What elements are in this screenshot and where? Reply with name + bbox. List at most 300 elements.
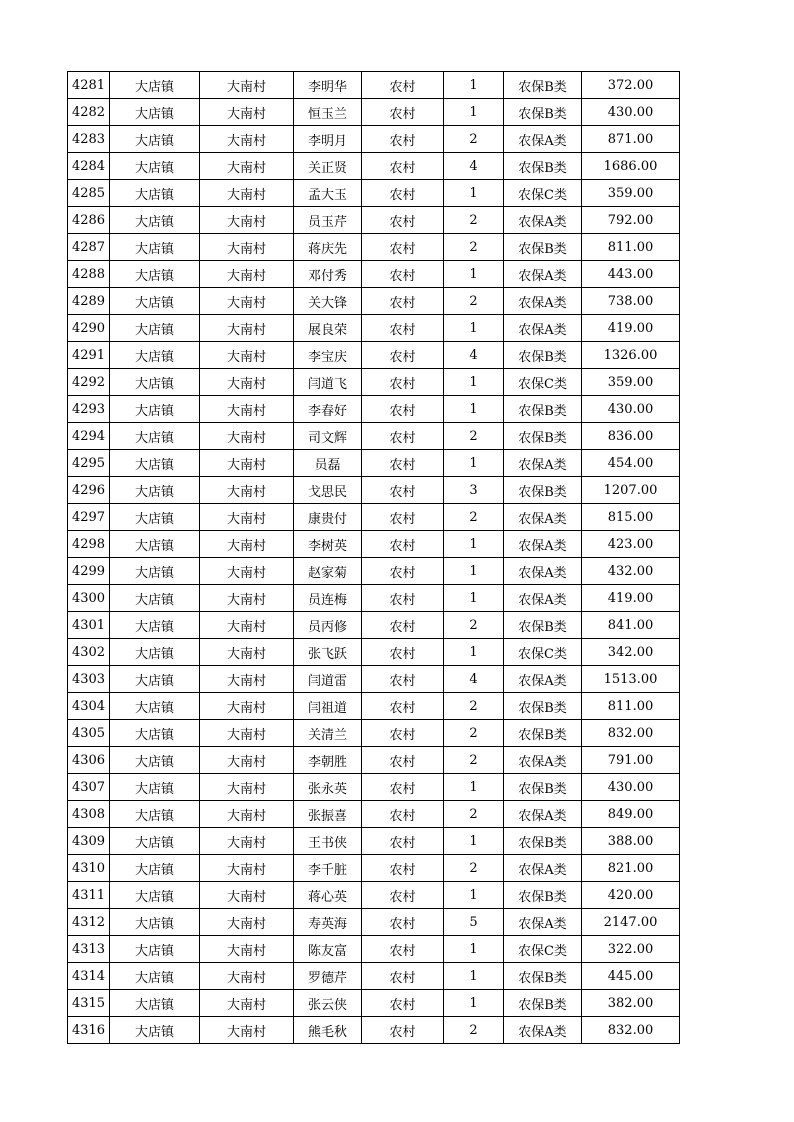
household-size-cell: 1 xyxy=(444,180,504,207)
table-row xyxy=(68,585,680,612)
name-cell: 李树英 xyxy=(294,531,362,558)
village-cell: 大南村 xyxy=(200,558,294,585)
town-cell: 大店镇 xyxy=(110,99,200,126)
amount-cell: 419.00 xyxy=(582,585,680,612)
table-row xyxy=(68,639,680,666)
name-cell: 展良荣 xyxy=(294,315,362,342)
name-cell: 员丙修 xyxy=(294,612,362,639)
table-row xyxy=(68,99,680,126)
area-type-cell: 农村 xyxy=(362,882,444,909)
area-type-cell: 农村 xyxy=(362,612,444,639)
table-row xyxy=(68,477,680,504)
area-type-cell: 农村 xyxy=(362,828,444,855)
amount-cell: 420.00 xyxy=(582,882,680,909)
household-size-cell: 2 xyxy=(444,423,504,450)
household-size-cell: 4 xyxy=(444,666,504,693)
name-cell: 张永英 xyxy=(294,774,362,801)
record-number-cell: 4282 xyxy=(68,99,110,126)
table-row xyxy=(68,153,680,180)
category-cell: 农保A类 xyxy=(504,855,582,882)
household-size-cell: 2 xyxy=(444,207,504,234)
amount-cell: 849.00 xyxy=(582,801,680,828)
town-cell: 大店镇 xyxy=(110,747,200,774)
household-size-cell: 5 xyxy=(444,909,504,936)
category-cell: 农保A类 xyxy=(504,288,582,315)
town-cell: 大店镇 xyxy=(110,855,200,882)
record-number-cell: 4296 xyxy=(68,477,110,504)
name-cell: 闫道飞 xyxy=(294,369,362,396)
amount-cell: 821.00 xyxy=(582,855,680,882)
record-number-cell: 4297 xyxy=(68,504,110,531)
record-number-cell: 4314 xyxy=(68,963,110,990)
household-size-cell: 2 xyxy=(444,504,504,531)
area-type-cell: 农村 xyxy=(362,504,444,531)
village-cell: 大南村 xyxy=(200,531,294,558)
table-row xyxy=(68,180,680,207)
town-cell: 大店镇 xyxy=(110,207,200,234)
record-number-cell: 4306 xyxy=(68,747,110,774)
village-cell: 大南村 xyxy=(200,180,294,207)
table-row xyxy=(68,693,680,720)
record-number-cell: 4281 xyxy=(68,72,110,99)
table-row xyxy=(68,531,680,558)
name-cell: 李朝胜 xyxy=(294,747,362,774)
amount-cell: 430.00 xyxy=(582,99,680,126)
table-row xyxy=(68,666,680,693)
record-number-cell: 4299 xyxy=(68,558,110,585)
town-cell: 大店镇 xyxy=(110,450,200,477)
category-cell: 农保A类 xyxy=(504,450,582,477)
village-cell: 大南村 xyxy=(200,855,294,882)
household-size-cell: 2 xyxy=(444,693,504,720)
area-type-cell: 农村 xyxy=(362,342,444,369)
record-number-cell: 4292 xyxy=(68,369,110,396)
record-number-cell: 4312 xyxy=(68,909,110,936)
household-size-cell: 1 xyxy=(444,963,504,990)
village-cell: 大南村 xyxy=(200,99,294,126)
table-row xyxy=(68,963,680,990)
name-cell: 康贵付 xyxy=(294,504,362,531)
household-size-cell: 1 xyxy=(444,99,504,126)
name-cell: 关清兰 xyxy=(294,720,362,747)
area-type-cell: 农村 xyxy=(362,99,444,126)
town-cell: 大店镇 xyxy=(110,720,200,747)
table-row xyxy=(68,315,680,342)
category-cell: 农保B类 xyxy=(504,882,582,909)
category-cell: 农保B类 xyxy=(504,990,582,1017)
household-size-cell: 1 xyxy=(444,639,504,666)
town-cell: 大店镇 xyxy=(110,666,200,693)
amount-cell: 811.00 xyxy=(582,693,680,720)
table-body xyxy=(68,72,680,1044)
town-cell: 大店镇 xyxy=(110,396,200,423)
town-cell: 大店镇 xyxy=(110,153,200,180)
amount-cell: 1513.00 xyxy=(582,666,680,693)
amount-cell: 792.00 xyxy=(582,207,680,234)
record-number-cell: 4294 xyxy=(68,423,110,450)
name-cell: 蒋心英 xyxy=(294,882,362,909)
area-type-cell: 农村 xyxy=(362,909,444,936)
household-size-cell: 3 xyxy=(444,477,504,504)
amount-cell: 372.00 xyxy=(582,72,680,99)
name-cell: 赵家菊 xyxy=(294,558,362,585)
category-cell: 农保B类 xyxy=(504,828,582,855)
table-row xyxy=(68,855,680,882)
area-type-cell: 农村 xyxy=(362,234,444,261)
name-cell: 关大锋 xyxy=(294,288,362,315)
household-size-cell: 1 xyxy=(444,450,504,477)
village-cell: 大南村 xyxy=(200,963,294,990)
amount-cell: 443.00 xyxy=(582,261,680,288)
amount-cell: 454.00 xyxy=(582,450,680,477)
name-cell: 邓付秀 xyxy=(294,261,362,288)
name-cell: 张振喜 xyxy=(294,801,362,828)
area-type-cell: 农村 xyxy=(362,153,444,180)
amount-cell: 832.00 xyxy=(582,720,680,747)
category-cell: 农保C类 xyxy=(504,936,582,963)
table-row xyxy=(68,1017,680,1044)
village-cell: 大南村 xyxy=(200,396,294,423)
category-cell: 农保B类 xyxy=(504,342,582,369)
household-size-cell: 4 xyxy=(444,153,504,180)
category-cell: 农保A类 xyxy=(504,1017,582,1044)
village-cell: 大南村 xyxy=(200,1017,294,1044)
name-cell: 熊毛秋 xyxy=(294,1017,362,1044)
amount-cell: 430.00 xyxy=(582,396,680,423)
area-type-cell: 农村 xyxy=(362,990,444,1017)
household-size-cell: 1 xyxy=(444,990,504,1017)
category-cell: 农保C类 xyxy=(504,639,582,666)
record-number-cell: 4302 xyxy=(68,639,110,666)
amount-cell: 791.00 xyxy=(582,747,680,774)
name-cell: 员磊 xyxy=(294,450,362,477)
category-cell: 农保B类 xyxy=(504,720,582,747)
category-cell: 农保B类 xyxy=(504,693,582,720)
village-cell: 大南村 xyxy=(200,774,294,801)
amount-cell: 342.00 xyxy=(582,639,680,666)
town-cell: 大店镇 xyxy=(110,963,200,990)
area-type-cell: 农村 xyxy=(362,720,444,747)
amount-cell: 811.00 xyxy=(582,234,680,261)
area-type-cell: 农村 xyxy=(362,585,444,612)
table-row xyxy=(68,423,680,450)
name-cell: 司文辉 xyxy=(294,423,362,450)
record-number-cell: 4316 xyxy=(68,1017,110,1044)
category-cell: 农保A类 xyxy=(504,126,582,153)
household-size-cell: 1 xyxy=(444,72,504,99)
household-size-cell: 2 xyxy=(444,801,504,828)
town-cell: 大店镇 xyxy=(110,639,200,666)
town-cell: 大店镇 xyxy=(110,234,200,261)
table-row xyxy=(68,234,680,261)
village-cell: 大南村 xyxy=(200,234,294,261)
household-size-cell: 2 xyxy=(444,234,504,261)
record-number-cell: 4311 xyxy=(68,882,110,909)
category-cell: 农保B类 xyxy=(504,72,582,99)
village-cell: 大南村 xyxy=(200,585,294,612)
record-number-cell: 4285 xyxy=(68,180,110,207)
record-number-cell: 4303 xyxy=(68,666,110,693)
town-cell: 大店镇 xyxy=(110,423,200,450)
data-table xyxy=(67,71,680,1044)
name-cell: 李千脏 xyxy=(294,855,362,882)
amount-cell: 419.00 xyxy=(582,315,680,342)
record-number-cell: 4313 xyxy=(68,936,110,963)
table-row xyxy=(68,882,680,909)
town-cell: 大店镇 xyxy=(110,936,200,963)
name-cell: 张云侠 xyxy=(294,990,362,1017)
record-number-cell: 4310 xyxy=(68,855,110,882)
table-row xyxy=(68,261,680,288)
category-cell: 农保B类 xyxy=(504,396,582,423)
village-cell: 大南村 xyxy=(200,450,294,477)
record-number-cell: 4315 xyxy=(68,990,110,1017)
village-cell: 大南村 xyxy=(200,936,294,963)
table-row xyxy=(68,774,680,801)
category-cell: 农保B类 xyxy=(504,153,582,180)
category-cell: 农保B类 xyxy=(504,774,582,801)
amount-cell: 445.00 xyxy=(582,963,680,990)
town-cell: 大店镇 xyxy=(110,990,200,1017)
area-type-cell: 农村 xyxy=(362,180,444,207)
record-number-cell: 4304 xyxy=(68,693,110,720)
household-size-cell: 4 xyxy=(444,342,504,369)
household-size-cell: 1 xyxy=(444,261,504,288)
town-cell: 大店镇 xyxy=(110,828,200,855)
household-size-cell: 1 xyxy=(444,774,504,801)
record-number-cell: 4284 xyxy=(68,153,110,180)
village-cell: 大南村 xyxy=(200,126,294,153)
amount-cell: 432.00 xyxy=(582,558,680,585)
name-cell: 蒋庆先 xyxy=(294,234,362,261)
name-cell: 罗德芹 xyxy=(294,963,362,990)
record-number-cell: 4293 xyxy=(68,396,110,423)
record-number-cell: 4295 xyxy=(68,450,110,477)
name-cell: 陈友富 xyxy=(294,936,362,963)
area-type-cell: 农村 xyxy=(362,261,444,288)
amount-cell: 738.00 xyxy=(582,288,680,315)
amount-cell: 1207.00 xyxy=(582,477,680,504)
name-cell: 王书侠 xyxy=(294,828,362,855)
category-cell: 农保B类 xyxy=(504,963,582,990)
category-cell: 农保A类 xyxy=(504,261,582,288)
area-type-cell: 农村 xyxy=(362,396,444,423)
category-cell: 农保B类 xyxy=(504,477,582,504)
name-cell: 戈思民 xyxy=(294,477,362,504)
table-row xyxy=(68,990,680,1017)
household-size-cell: 1 xyxy=(444,828,504,855)
household-size-cell: 1 xyxy=(444,882,504,909)
town-cell: 大店镇 xyxy=(110,612,200,639)
amount-cell: 841.00 xyxy=(582,612,680,639)
household-size-cell: 2 xyxy=(444,720,504,747)
name-cell: 员连梅 xyxy=(294,585,362,612)
record-number-cell: 4289 xyxy=(68,288,110,315)
household-size-cell: 1 xyxy=(444,369,504,396)
area-type-cell: 农村 xyxy=(362,423,444,450)
area-type-cell: 农村 xyxy=(362,477,444,504)
area-type-cell: 农村 xyxy=(362,207,444,234)
table-row xyxy=(68,396,680,423)
amount-cell: 430.00 xyxy=(582,774,680,801)
village-cell: 大南村 xyxy=(200,747,294,774)
town-cell: 大店镇 xyxy=(110,585,200,612)
category-cell: 农保B类 xyxy=(504,423,582,450)
area-type-cell: 农村 xyxy=(362,963,444,990)
category-cell: 农保A类 xyxy=(504,504,582,531)
record-number-cell: 4286 xyxy=(68,207,110,234)
village-cell: 大南村 xyxy=(200,261,294,288)
village-cell: 大南村 xyxy=(200,693,294,720)
name-cell: 李明月 xyxy=(294,126,362,153)
amount-cell: 359.00 xyxy=(582,180,680,207)
record-number-cell: 4290 xyxy=(68,315,110,342)
town-cell: 大店镇 xyxy=(110,693,200,720)
name-cell: 闫道雷 xyxy=(294,666,362,693)
record-number-cell: 4309 xyxy=(68,828,110,855)
name-cell: 关正贤 xyxy=(294,153,362,180)
table-row xyxy=(68,450,680,477)
table-row xyxy=(68,828,680,855)
village-cell: 大南村 xyxy=(200,612,294,639)
table-row xyxy=(68,801,680,828)
table-row xyxy=(68,72,680,99)
village-cell: 大南村 xyxy=(200,909,294,936)
table-row xyxy=(68,720,680,747)
category-cell: 农保A类 xyxy=(504,531,582,558)
household-size-cell: 2 xyxy=(444,126,504,153)
area-type-cell: 农村 xyxy=(362,288,444,315)
village-cell: 大南村 xyxy=(200,504,294,531)
village-cell: 大南村 xyxy=(200,153,294,180)
area-type-cell: 农村 xyxy=(362,558,444,585)
table-row xyxy=(68,126,680,153)
amount-cell: 322.00 xyxy=(582,936,680,963)
record-number-cell: 4298 xyxy=(68,531,110,558)
village-cell: 大南村 xyxy=(200,828,294,855)
area-type-cell: 农村 xyxy=(362,801,444,828)
name-cell: 恒玉兰 xyxy=(294,99,362,126)
record-number-cell: 4308 xyxy=(68,801,110,828)
amount-cell: 388.00 xyxy=(582,828,680,855)
town-cell: 大店镇 xyxy=(110,558,200,585)
category-cell: 农保B类 xyxy=(504,234,582,261)
record-number-cell: 4287 xyxy=(68,234,110,261)
table-row xyxy=(68,612,680,639)
area-type-cell: 农村 xyxy=(362,369,444,396)
table-row xyxy=(68,288,680,315)
table-row xyxy=(68,369,680,396)
town-cell: 大店镇 xyxy=(110,342,200,369)
town-cell: 大店镇 xyxy=(110,909,200,936)
village-cell: 大南村 xyxy=(200,342,294,369)
area-type-cell: 农村 xyxy=(362,855,444,882)
category-cell: 农保A类 xyxy=(504,558,582,585)
village-cell: 大南村 xyxy=(200,315,294,342)
record-number-cell: 4291 xyxy=(68,342,110,369)
amount-cell: 871.00 xyxy=(582,126,680,153)
village-cell: 大南村 xyxy=(200,72,294,99)
area-type-cell: 农村 xyxy=(362,315,444,342)
record-number-cell: 4300 xyxy=(68,585,110,612)
town-cell: 大店镇 xyxy=(110,1017,200,1044)
village-cell: 大南村 xyxy=(200,666,294,693)
table-row xyxy=(68,342,680,369)
household-size-cell: 1 xyxy=(444,315,504,342)
area-type-cell: 农村 xyxy=(362,693,444,720)
village-cell: 大南村 xyxy=(200,990,294,1017)
area-type-cell: 农村 xyxy=(362,639,444,666)
amount-cell: 815.00 xyxy=(582,504,680,531)
amount-cell: 836.00 xyxy=(582,423,680,450)
area-type-cell: 农村 xyxy=(362,747,444,774)
record-number-cell: 4307 xyxy=(68,774,110,801)
name-cell: 孟大玉 xyxy=(294,180,362,207)
table-row xyxy=(68,936,680,963)
area-type-cell: 农村 xyxy=(362,936,444,963)
table-row xyxy=(68,747,680,774)
name-cell: 张飞跃 xyxy=(294,639,362,666)
town-cell: 大店镇 xyxy=(110,477,200,504)
category-cell: 农保A类 xyxy=(504,801,582,828)
category-cell: 农保A类 xyxy=(504,909,582,936)
household-size-cell: 2 xyxy=(444,288,504,315)
name-cell: 李宝庆 xyxy=(294,342,362,369)
category-cell: 农保A类 xyxy=(504,585,582,612)
category-cell: 农保B类 xyxy=(504,99,582,126)
town-cell: 大店镇 xyxy=(110,261,200,288)
category-cell: 农保C类 xyxy=(504,180,582,207)
town-cell: 大店镇 xyxy=(110,72,200,99)
table-row xyxy=(68,558,680,585)
household-size-cell: 2 xyxy=(444,612,504,639)
amount-cell: 1686.00 xyxy=(582,153,680,180)
area-type-cell: 农村 xyxy=(362,126,444,153)
area-type-cell: 农村 xyxy=(362,774,444,801)
household-size-cell: 2 xyxy=(444,855,504,882)
category-cell: 农保A类 xyxy=(504,747,582,774)
household-size-cell: 2 xyxy=(444,747,504,774)
name-cell: 李明华 xyxy=(294,72,362,99)
town-cell: 大店镇 xyxy=(110,369,200,396)
household-size-cell: 1 xyxy=(444,531,504,558)
amount-cell: 832.00 xyxy=(582,1017,680,1044)
town-cell: 大店镇 xyxy=(110,774,200,801)
amount-cell: 423.00 xyxy=(582,531,680,558)
record-number-cell: 4305 xyxy=(68,720,110,747)
amount-cell: 359.00 xyxy=(582,369,680,396)
household-size-cell: 2 xyxy=(444,1017,504,1044)
village-cell: 大南村 xyxy=(200,369,294,396)
town-cell: 大店镇 xyxy=(110,126,200,153)
village-cell: 大南村 xyxy=(200,477,294,504)
area-type-cell: 农村 xyxy=(362,450,444,477)
town-cell: 大店镇 xyxy=(110,180,200,207)
village-cell: 大南村 xyxy=(200,720,294,747)
area-type-cell: 农村 xyxy=(362,531,444,558)
category-cell: 农保A类 xyxy=(504,666,582,693)
amount-cell: 2147.00 xyxy=(582,909,680,936)
town-cell: 大店镇 xyxy=(110,315,200,342)
record-number-cell: 4288 xyxy=(68,261,110,288)
table-row xyxy=(68,207,680,234)
household-size-cell: 1 xyxy=(444,558,504,585)
village-cell: 大南村 xyxy=(200,288,294,315)
record-number-cell: 4283 xyxy=(68,126,110,153)
amount-cell: 382.00 xyxy=(582,990,680,1017)
village-cell: 大南村 xyxy=(200,882,294,909)
household-size-cell: 1 xyxy=(444,396,504,423)
